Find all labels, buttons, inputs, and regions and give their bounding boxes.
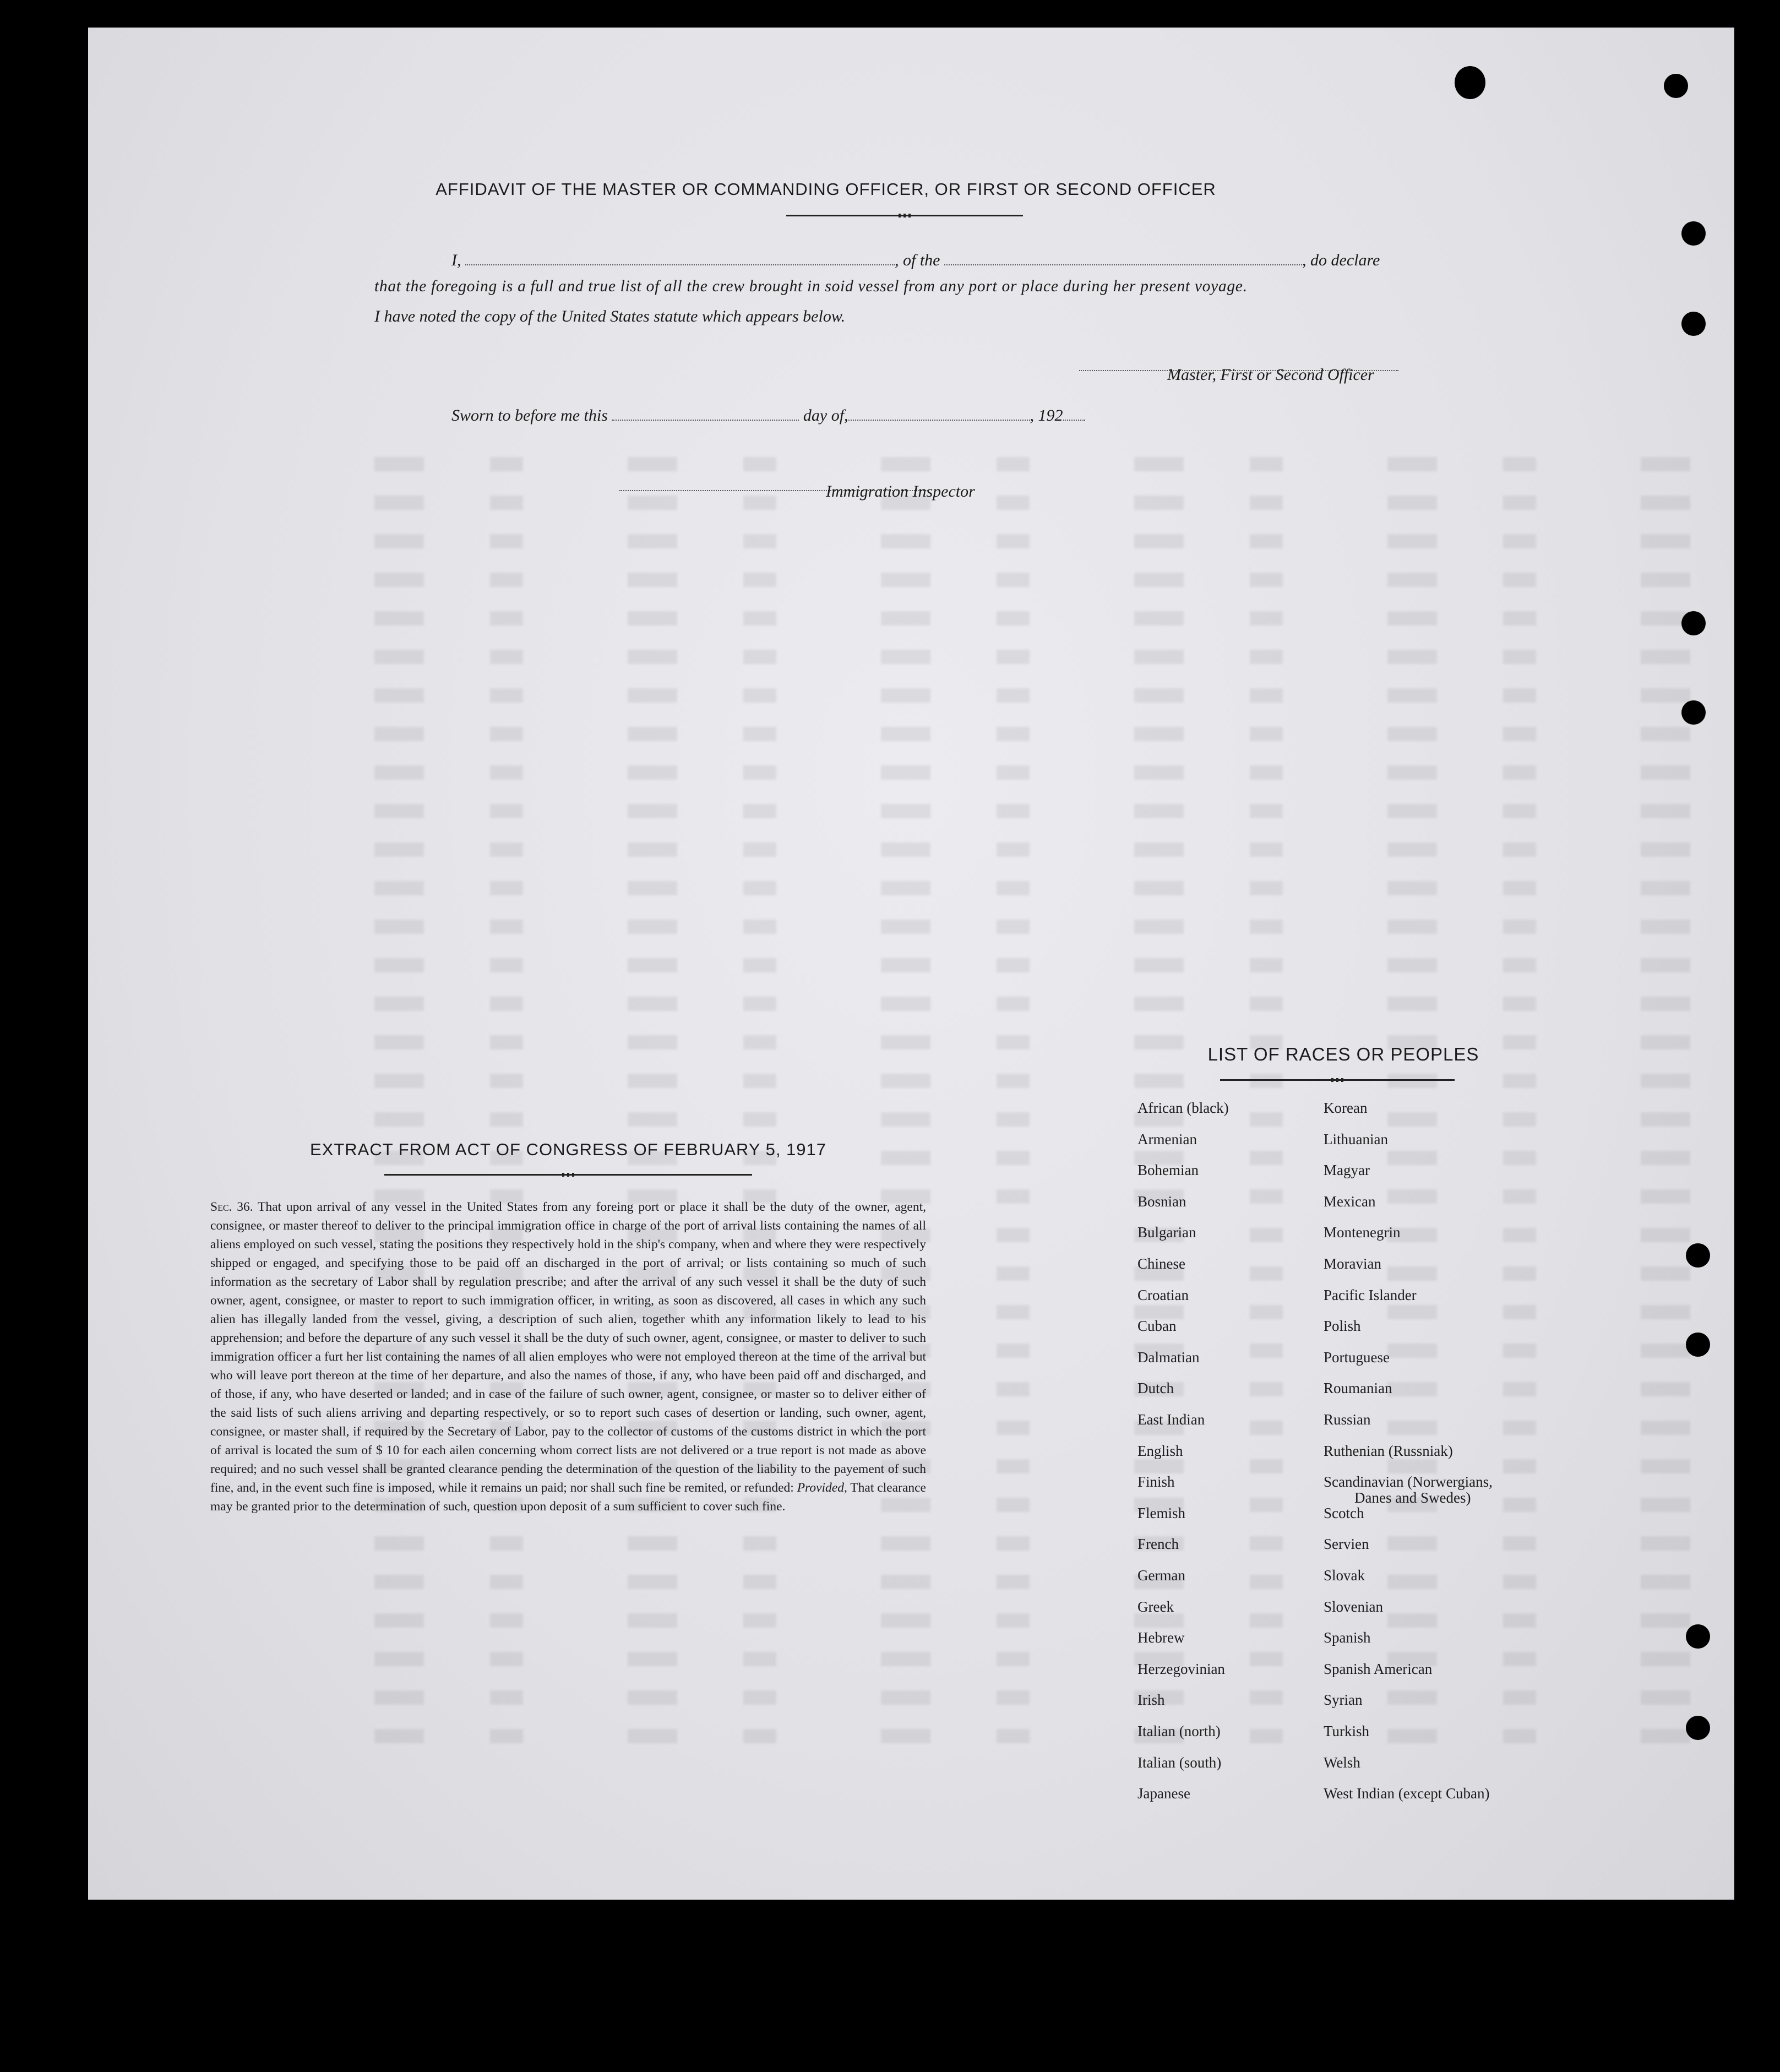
races-left-item: Bulgarian <box>1137 1224 1196 1241</box>
sworn-day-of-label: day of, <box>803 406 848 425</box>
sworn-day-field[interactable] <box>612 403 799 421</box>
races-right-item: Slovenian <box>1324 1598 1383 1615</box>
races-right-item: Pacific Islander <box>1324 1286 1417 1303</box>
races-left-item: Dalmatian <box>1137 1348 1200 1366</box>
affidavit-line-2: that the foregoing is a full and true list of all the crew brought in soid vessel from any port or place during her present voyage. <box>374 278 1248 295</box>
races-right-item: Korean <box>1324 1100 1368 1116</box>
binder-hole <box>1686 1716 1710 1740</box>
affidavit-title-rule <box>786 215 1023 216</box>
races-title: LIST OF RACES OR PEOPLES <box>1207 1044 1479 1064</box>
races-left-item: Italian (south) <box>1137 1754 1222 1771</box>
races-right-item: Montenegrin <box>1324 1224 1401 1241</box>
statute-body: That upon arrival of any vessel in the United States from any foreing port or place it shall be the duty of the owner, agent, consignee, or master thereof to deliver to the principal immigration office in charge of the port of arrival lists containing the names of all aliens employed on such vessel, stating the positions they respectively hold in the ship's company, when and where they were respectively shipped or engaged, and specifying those to be paid off an discharged in the port of arrival; or lists containing so much of such information as the secretary of Labor shall by regulation prescribe; and after the arrival of any such vessel it shall be the duty of such owner, agent, consignee, or master to report to such immigration officer, in writing, as soon as discovered, all cases in which any such alien has illegally landed from the vessel, giving, a description of such alien, together whith any information likely to lead to his apprehension; and before the departure of any such vessel it shall be the duty of such owner, agent, consignee, or master to deliver to such immigration officer a furt her list containing the names of all alien employes who were not employed thereon at the time of the arrival but who will leave port thereon at the time of her departure, and also the names of those, if any, who have been paid off and discharged, and of those, if any, who have deserted or landed; and in case of the failure of such owner, agent, consignee, or master so to deliver either of the said lists of such aliens arriving and departing respectively, or so to report such cases of desertion or landing, such owner, agent, consignee, or master shall, if required by the Secretary of Labor, pay to the collector of customs of the customs district in which the port of arrival is located the sum of $ 10 for each ailen concerning whom correct lists are not delivered or a true report is not made as above required; and no such vessel shall be granted clearance pending the determination of the question of the liability to the payement of such fine, and, in the event such fine is imposed, while it remains un paid; nor shall such fine be remited, or refunded: <box>210 1200 927 1495</box>
affidavit-of-the-label: , of the <box>895 251 940 269</box>
vessel-field[interactable] <box>944 248 1302 265</box>
races-right-item: Moravian <box>1324 1255 1381 1272</box>
races-title-rule <box>1220 1079 1455 1081</box>
document-page <box>88 28 1734 1900</box>
races-right-item: Scotch <box>1324 1504 1364 1521</box>
races-left-item: Dutch <box>1137 1380 1174 1397</box>
races-right-item: Spanish American <box>1324 1660 1433 1677</box>
races-left-item: French <box>1137 1536 1179 1553</box>
races-left-item: Irish <box>1137 1692 1165 1709</box>
races-left-column <box>1137 1100 1314 1827</box>
races-right-item: Lithuanian <box>1324 1130 1388 1148</box>
extract-title: EXTRACT FROM ACT OF CONGRESS OF FEBRUARY 5, 1917 <box>309 1140 827 1159</box>
races-right-item: Syrian <box>1324 1692 1363 1709</box>
races-right-item: Russian <box>1324 1411 1371 1428</box>
races-right-item: Scandinavian (Norwergians, <box>1324 1473 1493 1491</box>
name-field[interactable] <box>465 248 895 265</box>
binder-hole <box>1686 1333 1710 1357</box>
races-left-item: Hebrew <box>1137 1629 1185 1646</box>
races-right-item: West Indian (except Cuban) <box>1324 1785 1490 1802</box>
statute-body-end: That clearance may be granted prior to the determination of such, question upon deposit of a sum sufficient to cover such fine. <box>210 1481 926 1514</box>
affidavit-declaration-line <box>451 248 1380 270</box>
races-left-item: Greek <box>1137 1598 1174 1615</box>
races-right-item: Magyar <box>1324 1162 1370 1179</box>
sworn-month-field[interactable] <box>848 403 1030 421</box>
binder-hole <box>1664 74 1688 98</box>
binder-hole <box>1455 66 1485 99</box>
races-left-item: Italian (north) <box>1137 1723 1221 1739</box>
races-left-item: Bosnian <box>1137 1193 1186 1210</box>
races-left-item: Chinese <box>1137 1255 1185 1272</box>
sworn-prefix: Sworn to before me this <box>451 406 608 425</box>
races-right-item: Spanish <box>1324 1629 1371 1646</box>
sworn-year-field[interactable] <box>1063 403 1085 421</box>
races-left-item: Herzegovinian <box>1137 1660 1225 1677</box>
races-right-item: Portuguese <box>1324 1348 1390 1366</box>
races-left-item: Flemish <box>1137 1504 1186 1521</box>
races-right-column <box>1324 1100 1555 1827</box>
races-left-item: East Indian <box>1137 1411 1205 1428</box>
binder-hole <box>1681 312 1706 336</box>
races-right-continuation: Danes and Swedes) <box>1354 1489 1471 1507</box>
sworn-year-label: , 192 <box>1030 406 1063 425</box>
races-left-item: German <box>1137 1567 1185 1584</box>
races-left-item: English <box>1137 1442 1183 1459</box>
races-left-item: Finish <box>1137 1473 1175 1491</box>
extract-title-rule <box>384 1174 752 1176</box>
affidavit-line-3: I have noted the copy of the United States statute which appears below. <box>374 307 846 325</box>
races-left-item: African (black) <box>1137 1100 1229 1116</box>
races-right-item: Welsh <box>1324 1754 1360 1771</box>
races-left-item: Japanese <box>1137 1785 1190 1802</box>
binder-hole <box>1681 221 1706 246</box>
races-left-item: Armenian <box>1137 1130 1197 1148</box>
binder-hole <box>1686 1243 1710 1268</box>
races-right-item: Polish <box>1324 1318 1361 1335</box>
binder-hole <box>1686 1624 1710 1649</box>
statute-provided-word: Provided, <box>797 1481 847 1495</box>
races-right-item: Turkish <box>1324 1723 1370 1739</box>
races-left-item: Cuban <box>1137 1318 1177 1335</box>
inspector-label: Immigration Inspector <box>826 482 975 501</box>
races-right-item: Slovak <box>1324 1567 1365 1584</box>
affidavit-i-label: I, <box>451 251 461 269</box>
races-right-item: Servien <box>1324 1536 1369 1553</box>
races-right-item: Mexican <box>1324 1193 1376 1210</box>
races-right-item: Roumanian <box>1324 1380 1392 1397</box>
races-left-item: Bohemian <box>1137 1162 1199 1179</box>
affidavit-title: AFFIDAVIT OF THE MASTER OR COMMANDING OFFICER, OR FIRST OR SECOND OFFICER <box>436 180 1216 199</box>
master-signature-label: Master, First or Second Officer <box>1167 366 1374 384</box>
sworn-line <box>451 403 1085 425</box>
statute-text <box>210 1198 926 1516</box>
binder-hole <box>1681 700 1706 725</box>
statute-section-label: Sec. 36. <box>210 1200 253 1214</box>
binder-hole <box>1681 611 1706 635</box>
races-left-item: Croatian <box>1137 1286 1189 1303</box>
races-right-item: Ruthenian (Russniak) <box>1324 1442 1453 1459</box>
affidavit-declare-label: , do declare <box>1302 251 1380 269</box>
